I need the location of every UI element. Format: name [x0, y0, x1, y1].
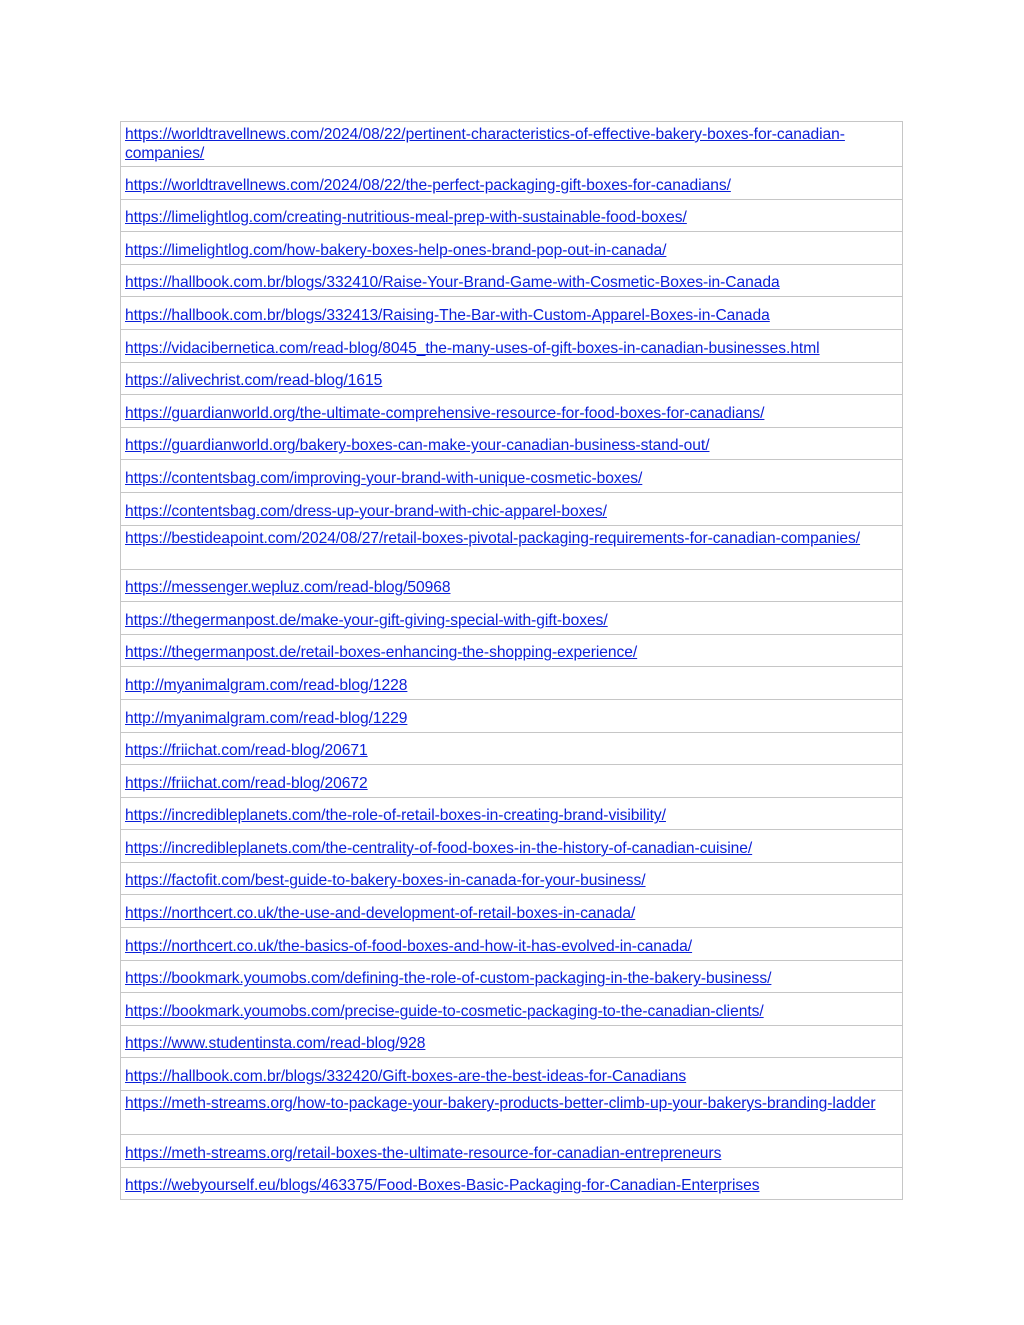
- link[interactable]: https://thegermanpost.de/retail-boxes-enhancing-the-shopping-experience/: [125, 644, 638, 662]
- table-row: [121, 264, 902, 297]
- link[interactable]: https://contentsbag.com/dress-up-your-brand-with-chic-apparel-boxes/: [125, 502, 607, 520]
- table-row: [121, 166, 902, 199]
- link[interactable]: https://messenger.wepluz.com/read-blog/50968: [125, 579, 451, 597]
- table-row: [121, 569, 902, 602]
- link[interactable]: https://bookmark.youmobs.com/defining-the-role-of-custom-packaging-in-the-bakery-business/: [125, 970, 772, 988]
- link[interactable]: https://alivechrist.com/read-blog/1615: [125, 372, 383, 390]
- link[interactable]: https://meth-streams.org/retail-boxes-the-ultimate-resource-for-canadian-entrepreneurs: [125, 1144, 722, 1162]
- table-row: [121, 1167, 902, 1200]
- link[interactable]: https://incredibleplanets.com/the-centrality-of-food-boxes-in-the-history-of-canadian-cuisine/: [125, 839, 753, 857]
- link[interactable]: https://worldtravellnews.com/2024/08/22/the-perfect-packaging-gift-boxes-for-canadians/: [125, 176, 731, 194]
- table-row: [121, 492, 902, 525]
- table-row: [121, 601, 902, 634]
- table-row: [121, 1134, 902, 1167]
- table-row: [121, 427, 902, 460]
- table-row: [121, 764, 902, 797]
- link[interactable]: https://northcert.co.uk/the-use-and-development-of-retail-boxes-in-canada/: [125, 905, 636, 923]
- table-row: [121, 329, 902, 362]
- link[interactable]: https://vidacibernetica.com/read-blog/8045_the-many-uses-of-gift-boxes-in-canadian-businesses.html: [125, 339, 820, 357]
- table-row: [121, 862, 902, 895]
- link[interactable]: https://friichat.com/read-blog/20672: [125, 774, 368, 792]
- link[interactable]: https://northcert.co.uk/the-basics-of-food-boxes-and-how-it-has-evolved-in-canada/: [125, 937, 693, 955]
- table-row: [121, 732, 902, 765]
- link[interactable]: https://limelightlog.com/how-bakery-boxes-help-ones-brand-pop-out-in-canada/: [125, 241, 667, 259]
- link[interactable]: https://factofit.com/best-guide-to-bakery-boxes-in-canada-for-your-business/: [125, 872, 646, 890]
- link[interactable]: https://meth-streams.org/how-to-package-your-bakery-products-better-climb-up-your-bakerys-branding-ladder: [125, 1095, 876, 1113]
- link[interactable]: https://worldtravellnews.com/2024/08/22/pertinent-characteristics-of-effective-bakery-boxes-for-canadian-companies/: [125, 126, 845, 162]
- table-row: [121, 1025, 902, 1058]
- table-row: [121, 231, 902, 264]
- table-row: [121, 1057, 902, 1090]
- link[interactable]: https://guardianworld.org/bakery-boxes-can-make-your-canadian-business-stand-out/: [125, 437, 710, 455]
- table-row: [121, 459, 902, 492]
- link[interactable]: https://guardianworld.org/the-ultimate-comprehensive-resource-for-food-boxes-for-canadians/: [125, 404, 765, 422]
- table-row: [121, 199, 902, 232]
- table-row: [121, 699, 902, 732]
- link[interactable]: https://incredibleplanets.com/the-role-of-retail-boxes-in-creating-brand-visibility/: [125, 807, 666, 825]
- table-row: [121, 666, 902, 699]
- table-row: [121, 927, 902, 960]
- link[interactable]: https://bookmark.youmobs.com/precise-guide-to-cosmetic-packaging-to-the-canadian-clients/: [125, 1002, 764, 1020]
- link[interactable]: https://hallbook.com.br/blogs/332413/Raising-The-Bar-with-Custom-Apparel-Boxes-in-Canada: [125, 306, 770, 324]
- link[interactable]: http://myanimalgram.com/read-blog/1229: [125, 709, 408, 727]
- link[interactable]: http://myanimalgram.com/read-blog/1228: [125, 676, 408, 694]
- link[interactable]: https://thegermanpost.de/make-your-gift-giving-special-with-gift-boxes/: [125, 611, 608, 629]
- link[interactable]: https://webyourself.eu/blogs/463375/Food-Boxes-Basic-Packaging-for-Canadian-Enterprises: [125, 1177, 760, 1195]
- link[interactable]: https://www.studentinsta.com/read-blog/928: [125, 1035, 426, 1053]
- table-row: [121, 894, 902, 927]
- link[interactable]: https://hallbook.com.br/blogs/332420/Gift-boxes-are-the-best-ideas-for-Canadians: [125, 1068, 687, 1086]
- table-row: [121, 797, 902, 830]
- link[interactable]: https://contentsbag.com/improving-your-brand-with-unique-cosmetic-boxes/: [125, 469, 643, 487]
- table-row: [121, 992, 902, 1025]
- table-row: [121, 634, 902, 667]
- link[interactable]: https://hallbook.com.br/blogs/332410/Raise-Your-Brand-Game-with-Cosmetic-Boxes-in-Canada: [125, 274, 780, 292]
- table-row: [121, 1090, 902, 1134]
- link[interactable]: https://bestideapoint.com/2024/08/27/retail-boxes-pivotal-packaging-requirements-for-canadian-companies/: [125, 529, 861, 547]
- table-row: [121, 394, 902, 427]
- table-row: [121, 122, 902, 166]
- link[interactable]: https://limelightlog.com/creating-nutritious-meal-prep-with-sustainable-food-boxes/: [125, 209, 687, 227]
- link[interactable]: https://friichat.com/read-blog/20671: [125, 742, 368, 760]
- table-row: [121, 960, 902, 993]
- table-row: [121, 296, 902, 329]
- table-row: [121, 829, 902, 862]
- table-row: [121, 362, 902, 395]
- link-table: [120, 121, 903, 1200]
- table-row: [121, 525, 902, 569]
